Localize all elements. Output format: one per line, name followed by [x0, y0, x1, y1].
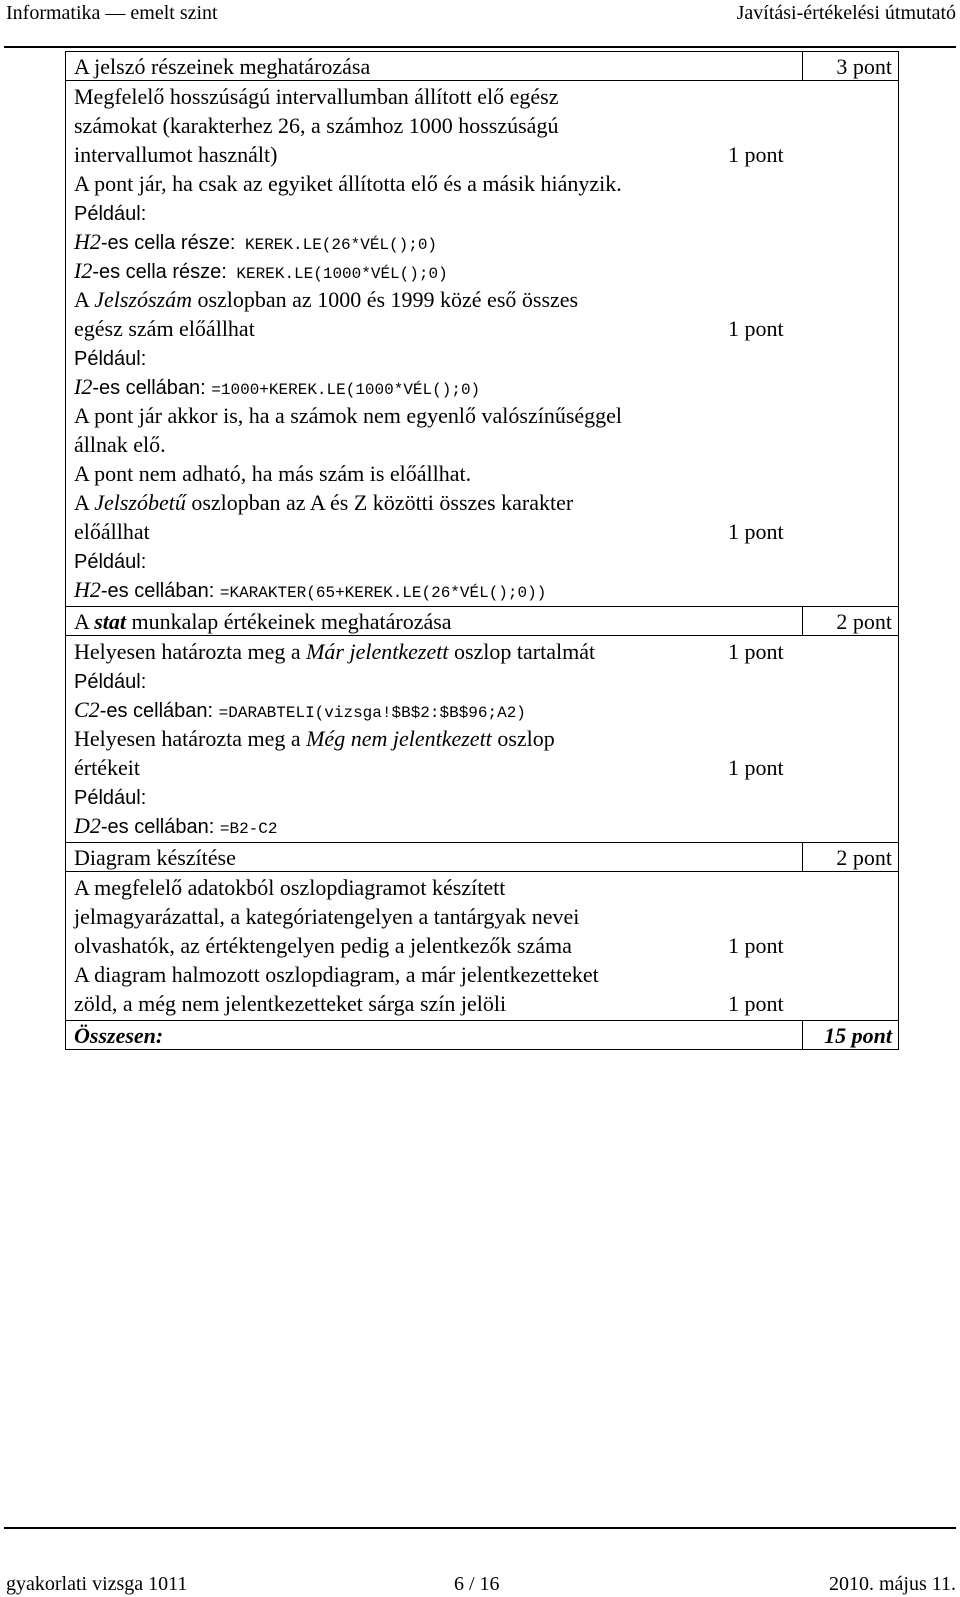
section-body — [66, 81, 898, 606]
header-rule — [4, 46, 956, 48]
criterion-line — [66, 960, 898, 989]
section-title-post: munkalap értékeinek meghatározása — [125, 609, 452, 634]
criterion-line — [66, 227, 898, 256]
scoring-section — [65, 607, 899, 843]
section-points: 2 pont — [802, 607, 898, 635]
criterion-line — [66, 695, 898, 724]
criterion-line — [66, 140, 898, 169]
criterion-points: 1 pont — [728, 933, 784, 958]
criterion-text: olvashatók, az értéktengelyen pedig a jelentkezők száma — [74, 933, 572, 958]
criterion-line — [66, 82, 898, 111]
criterion-text-pre: A — [74, 490, 95, 515]
header-subject: Informatika — emelt szint — [6, 2, 218, 24]
cell-suffix: -es cellában: — [100, 816, 220, 838]
criterion-line — [66, 430, 898, 459]
criterion-line — [66, 169, 898, 198]
example-label: Például: — [74, 203, 147, 225]
page-header — [6, 0, 956, 28]
cell-suffix: -es cellában: — [99, 700, 219, 722]
criterion-text: A megfelelő adatokból oszlopdiagramot készített — [74, 875, 506, 900]
example-label: Például: — [74, 671, 147, 693]
example-label: Például: — [74, 551, 147, 573]
scoring-section — [65, 51, 899, 607]
cell-suffix: -es cellában: — [100, 580, 220, 602]
cell-suffix: -es cella része — [92, 261, 222, 283]
criterion-line — [66, 931, 898, 960]
total-row — [65, 1021, 899, 1050]
criterion-line — [66, 459, 898, 488]
criterion-line — [66, 372, 898, 401]
criterion-line — [66, 314, 898, 343]
criterion-text: egész szám előállhat — [74, 316, 255, 341]
section-title-row — [66, 52, 898, 81]
formula-code: =DARABTELI(vizsga!$B$2:$B$96;A2) — [218, 704, 526, 722]
criterion-line — [66, 488, 898, 517]
footer-page-number: 6 / 16 — [454, 1573, 500, 1595]
total-points: 15 pont — [802, 1021, 898, 1049]
criterion-text-pre: Helyesen határozta meg a — [74, 726, 307, 751]
criterion-line — [66, 256, 898, 285]
criterion-text: jelmagyarázattal, a kategóriatengelyen a tantárgyak nevei — [74, 904, 580, 929]
criterion-points: 1 pont — [728, 991, 784, 1016]
footer-exam: gyakorlati vizsga 1011 — [6, 1573, 188, 1595]
criterion-text: Megfelelő hosszúságú intervallumban állított elő egész — [74, 84, 559, 109]
section-title-row — [66, 607, 898, 636]
criterion-line — [66, 811, 898, 840]
criterion-text: A pont jár, ha csak az egyiket állította elő és a másik hiányzik. — [74, 171, 622, 196]
criterion-points: 1 pont — [728, 519, 784, 544]
criterion-text-post: oszlop tartalmát — [448, 639, 596, 664]
cell-reference: I2 — [74, 258, 93, 283]
criterion-line — [66, 575, 898, 604]
criterion-text: állnak elő. — [74, 432, 166, 457]
header-doc-title: Javítási-értékelési útmutató — [736, 2, 956, 24]
criterion-points: 1 pont — [728, 755, 784, 780]
criterion-line — [66, 546, 898, 575]
criterion-line — [66, 873, 898, 902]
section-title: A jelszó részeinek meghatározása — [74, 54, 371, 79]
criterion-line — [66, 343, 898, 372]
section-title-pre: A — [74, 609, 95, 634]
section-title — [74, 607, 452, 636]
criterion-text-pre: A — [74, 287, 95, 312]
criterion-points: 1 pont — [728, 316, 784, 341]
criterion-text: értékeit — [74, 755, 140, 780]
formula-code: =1000+KEREK.LE(1000*VÉL();0) — [211, 381, 481, 399]
criterion-text: A pont nem adható, ha más szám is előállhat. — [74, 461, 472, 486]
cell-reference: H2 — [74, 577, 101, 602]
criterion-line — [66, 753, 898, 782]
criterion-line — [66, 637, 898, 666]
formula-code: KEREK.LE(26*VÉL();0) — [235, 236, 438, 254]
criterion-text: intervallumot használt) — [74, 142, 278, 167]
section-body — [66, 636, 898, 842]
column-name: Jelszóbetű — [94, 490, 186, 515]
criterion-text: A diagram halmozott oszlopdiagram, a már jelentkezetteket — [74, 962, 599, 987]
criterion-line — [66, 198, 898, 227]
criterion-text-post: oszlopban az 1000 és 1999 közé eső összes — [191, 287, 579, 312]
criterion-line — [66, 989, 898, 1018]
section-points: 3 pont — [802, 52, 898, 80]
criterion-line — [66, 902, 898, 931]
criterion-line — [66, 401, 898, 430]
total-label: Összesen: — [74, 1023, 164, 1048]
column-name: Már jelentkezett — [306, 639, 449, 664]
formula-code: =KARAKTER(65+KEREK.LE(26*VÉL();0)) — [219, 584, 547, 602]
criterion-line — [66, 724, 898, 753]
criterion-text: előállhat — [74, 519, 150, 544]
cell-reference: H2 — [74, 229, 101, 254]
column-name: Jelszószám — [94, 287, 192, 312]
cell-separator: : — [221, 261, 227, 283]
criterion-line — [66, 666, 898, 695]
criterion-line — [66, 285, 898, 314]
formula-code: KEREK.LE(1000*VÉL();0) — [226, 265, 448, 283]
cell-reference: I2 — [74, 374, 93, 399]
footer-rule — [4, 1527, 956, 1529]
section-title-row — [66, 843, 898, 872]
page-footer — [6, 1571, 956, 1597]
example-label: Például: — [74, 787, 147, 809]
section-points: 2 pont — [802, 843, 898, 871]
criterion-text: A pont jár akkor is, ha a számok nem egyenlő valószínűséggel — [74, 403, 623, 428]
criterion-points: 1 pont — [728, 142, 784, 167]
criterion-text-post: oszlopban az A és Z közötti összes karakter — [185, 490, 574, 515]
cell-separator: : — [229, 232, 236, 254]
criterion-line — [66, 782, 898, 811]
cell-reference: D2 — [74, 813, 101, 838]
criterion-points: 1 pont — [728, 639, 784, 664]
section-title: Diagram készítése — [74, 845, 236, 870]
criterion-text: számokat (karakterhez 26, a számhoz 1000 hosszúságú — [74, 113, 559, 138]
example-label: Például: — [74, 348, 147, 370]
formula-code: =B2-C2 — [219, 820, 278, 838]
footer-date: 2010. május 11. — [828, 1573, 956, 1595]
column-name: Még nem jelentkezett — [306, 726, 492, 751]
criterion-text-pre: Helyesen határozta meg a — [74, 639, 307, 664]
section-body — [66, 872, 898, 1020]
section-title-sheet-name: stat — [94, 609, 126, 634]
scoring-section — [65, 843, 899, 1021]
scoring-table — [65, 51, 899, 1050]
criterion-line — [66, 517, 898, 546]
criterion-text-post: oszlop — [491, 726, 555, 751]
criterion-line — [66, 111, 898, 140]
criterion-text: zöld, a még nem jelentkezetteket sárga szín jelöli — [74, 991, 507, 1016]
cell-suffix: -es cellában: — [92, 377, 212, 399]
cell-suffix: -es cella része — [100, 232, 230, 254]
cell-reference: C2 — [74, 697, 100, 722]
